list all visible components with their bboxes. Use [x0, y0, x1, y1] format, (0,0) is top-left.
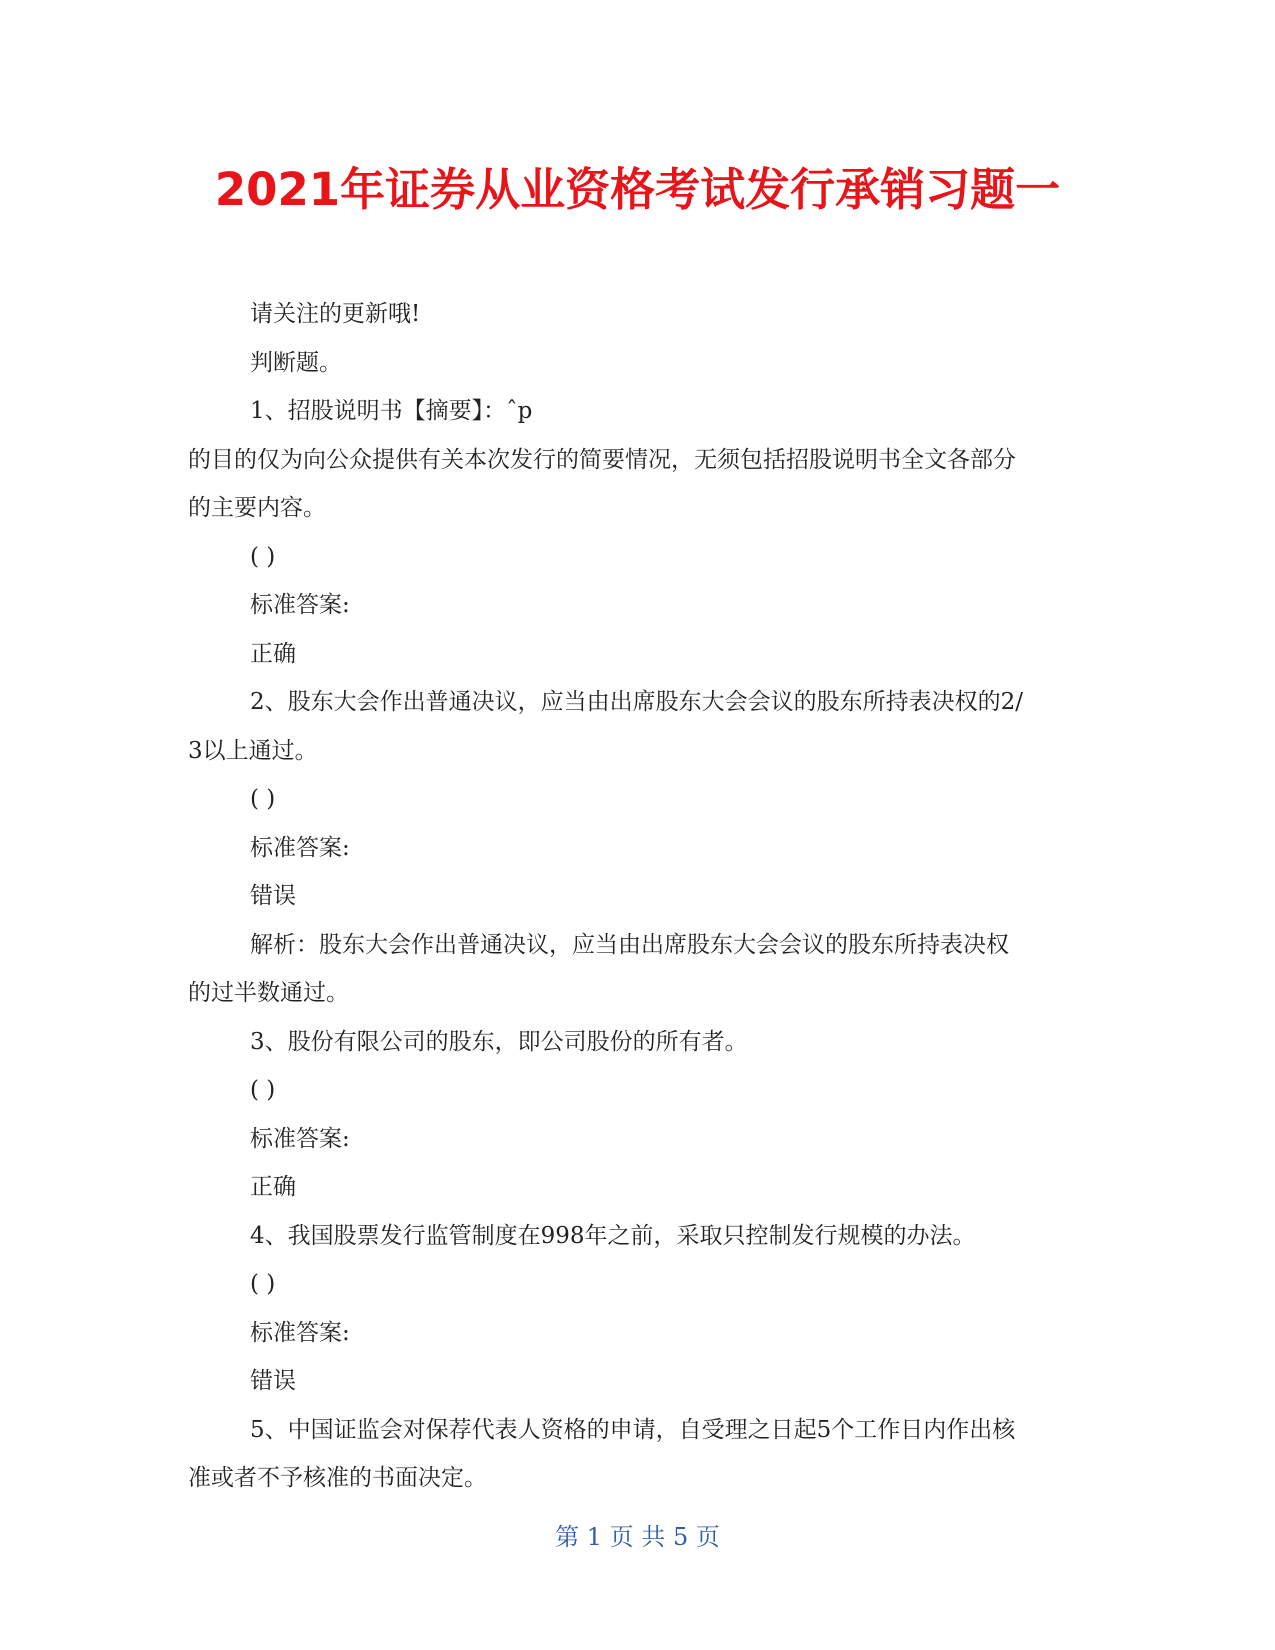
body-line: 的目的仅为向公众提供有关本次发行的简要情况，无须包括招股说明书全文各部分 [188, 446, 1016, 473]
document-title: 2021年证券从业资格考试发行承销习题一 [214, 163, 1061, 216]
body-line: 解析：股东大会作出普通决议，应当由出席股东大会会议的股东所持表决权 [250, 931, 1009, 958]
body-line: ( ) [250, 543, 276, 570]
document-body [188, 290, 1088, 1503]
body-line: 标准答案: [250, 1319, 350, 1346]
body-line: 3、股份有限公司的股东，即公司股份的所有者。 [250, 1028, 748, 1055]
body-line: 1、招股说明书【摘要】：ˆp [250, 398, 533, 424]
body-line: 错误 [250, 1368, 296, 1394]
body-line: 5、中国证监会对保荐代表人资格的申请，自受理之日起5个工作日内作出核 [250, 1416, 1016, 1443]
body-line: 4、我国股票发行监管制度在998年之前，采取只控制发行规模的办法。 [250, 1222, 976, 1249]
body-line: 正确 [250, 1174, 296, 1200]
body-line: 请关注的更新哦! [250, 301, 421, 327]
body-line: 3以上通过。 [188, 737, 318, 764]
body-line: 2、股东大会作出普通决议，应当由出席股东大会会议的股东所持表决权的2/ [250, 689, 1024, 715]
page-footer: 第 1 页 共 5 页 [555, 1523, 720, 1551]
body-line: 标准答案: [250, 1125, 350, 1152]
body-line: ( ) [250, 1077, 276, 1103]
body-line: 的过半数通过。 [188, 980, 349, 1006]
body-line: 准或者不予核准的书面决定。 [188, 1465, 487, 1491]
body-line: ( ) [250, 786, 276, 812]
body-line: 判断题。 [250, 349, 342, 376]
body-line: ( ) [250, 1271, 276, 1297]
body-line: 标准答案: [250, 592, 350, 618]
body-line: 错误 [250, 883, 296, 909]
body-line: 正确 [250, 640, 296, 667]
body-line: 的主要内容。 [188, 495, 326, 521]
body-line: 标准答案: [250, 834, 350, 861]
